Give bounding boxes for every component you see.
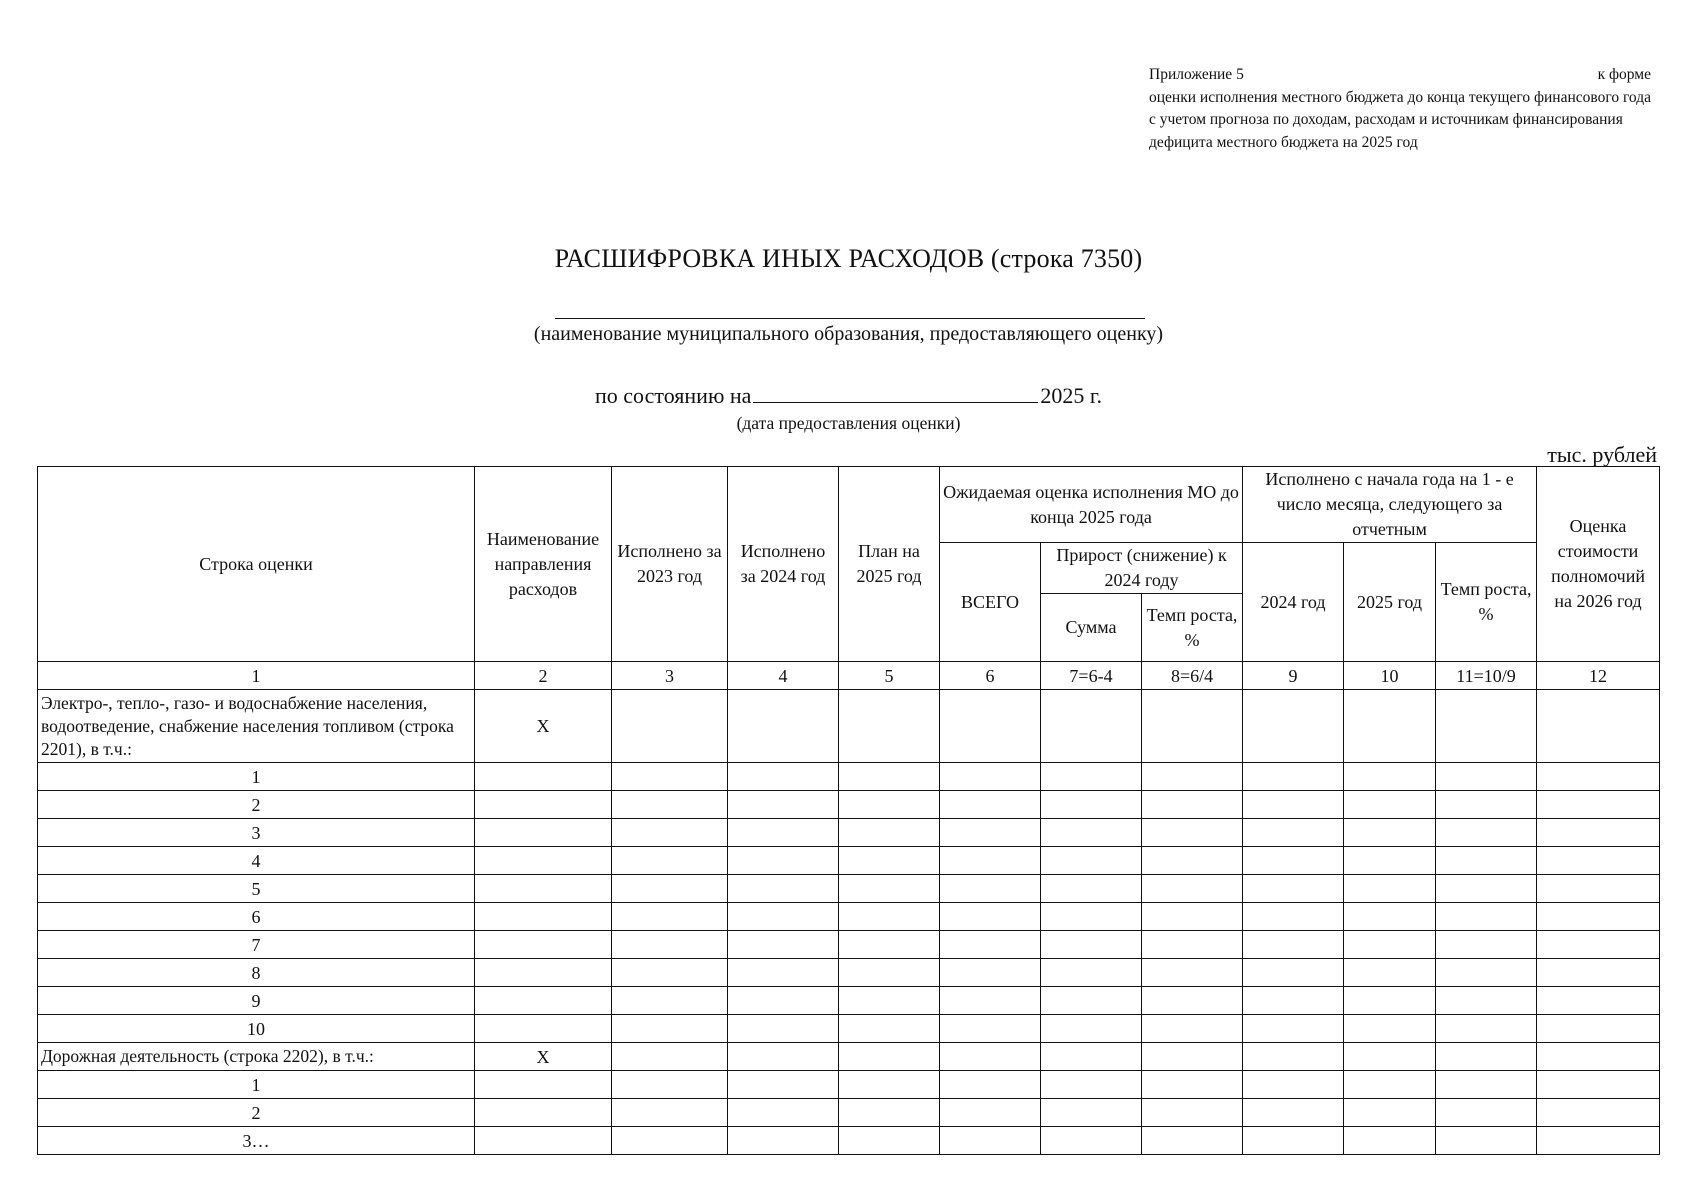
item-number: 10 — [38, 1015, 475, 1043]
value-cell[interactable] — [839, 1043, 940, 1071]
date-line — [0, 382, 1697, 409]
value-cell[interactable] — [728, 987, 839, 1015]
header-growth: Прирост (снижение) к 2024 году — [1041, 543, 1243, 594]
value-cell[interactable] — [1041, 1015, 1142, 1043]
value-cell[interactable] — [1142, 1099, 1243, 1127]
value-cell[interactable] — [612, 791, 728, 819]
value-cell[interactable] — [1344, 959, 1436, 987]
value-cell[interactable] — [1537, 1127, 1660, 1155]
value-cell[interactable] — [839, 1015, 940, 1043]
value-cell[interactable] — [839, 1071, 940, 1099]
value-cell[interactable] — [1243, 959, 1344, 987]
value-cell[interactable] — [612, 931, 728, 959]
table-row — [38, 763, 1660, 791]
value-cell[interactable] — [1436, 1127, 1537, 1155]
item-number: 1 — [38, 763, 475, 791]
value-cell[interactable] — [1537, 987, 1660, 1015]
value-cell[interactable] — [475, 847, 612, 875]
value-cell[interactable] — [475, 959, 612, 987]
value-cell[interactable] — [839, 690, 940, 763]
date-prefix: по состоянию на — [595, 383, 752, 408]
value-cell[interactable] — [1142, 819, 1243, 847]
table-row — [38, 819, 1660, 847]
value-cell[interactable] — [1537, 931, 1660, 959]
value-cell[interactable] — [728, 847, 839, 875]
value-cell[interactable] — [1142, 1043, 1243, 1071]
header-expected: Ожидаемая оценка исполнения МО до конца 2025 года — [940, 467, 1243, 543]
value-cell[interactable] — [940, 931, 1041, 959]
item-number: 6 — [38, 903, 475, 931]
value-cell[interactable] — [1041, 819, 1142, 847]
value-cell[interactable] — [612, 1043, 728, 1071]
header-rate-2: Темп роста, % — [1436, 543, 1537, 662]
value-cell[interactable] — [1436, 763, 1537, 791]
value-cell[interactable] — [1344, 903, 1436, 931]
value-cell[interactable] — [1436, 875, 1537, 903]
col-number: 9 — [1243, 662, 1344, 690]
col-number: 8=6/4 — [1142, 662, 1243, 690]
value-cell[interactable] — [1537, 875, 1660, 903]
value-cell[interactable] — [612, 875, 728, 903]
appendix-text: оценки исполнения местного бюджета до конца текущего финансового года с учетом прогноза по доходам, расходам и источникам финансирования дефицита местного бюджета на 2025 год — [1149, 88, 1651, 151]
section-row — [38, 690, 1660, 763]
value-cell[interactable] — [612, 1127, 728, 1155]
value-cell[interactable] — [940, 903, 1041, 931]
header-year-2025: 2025 год — [1344, 543, 1436, 662]
item-number: 2 — [38, 1099, 475, 1127]
value-cell[interactable] — [1243, 875, 1344, 903]
value-cell[interactable] — [1142, 875, 1243, 903]
value-cell[interactable] — [839, 959, 940, 987]
value-cell[interactable] — [1344, 1071, 1436, 1099]
value-cell[interactable] — [1041, 791, 1142, 819]
appendix-to-form: к форме — [1597, 66, 1651, 83]
value-cell[interactable] — [1041, 1099, 1142, 1127]
value-cell[interactable] — [1436, 1043, 1537, 1071]
value-cell[interactable] — [612, 987, 728, 1015]
value-cell[interactable] — [728, 690, 839, 763]
value-cell[interactable] — [1243, 791, 1344, 819]
value-cell[interactable] — [1243, 903, 1344, 931]
date-caption: (дата предоставления оценки) — [736, 413, 961, 433]
value-cell[interactable] — [475, 903, 612, 931]
value-cell[interactable] — [475, 987, 612, 1015]
item-number: 1 — [38, 1071, 475, 1099]
table-row — [38, 791, 1660, 819]
value-cell[interactable] — [1537, 1043, 1660, 1071]
value-cell[interactable] — [728, 1015, 839, 1043]
value-cell[interactable] — [612, 690, 728, 763]
value-cell[interactable] — [475, 763, 612, 791]
col-number: 2 — [475, 662, 612, 690]
value-cell[interactable] — [612, 763, 728, 791]
col-number: 1 — [38, 662, 475, 690]
value-cell[interactable] — [1537, 819, 1660, 847]
table-row — [38, 1015, 1660, 1043]
value-cell[interactable] — [1142, 987, 1243, 1015]
value-cell[interactable] — [1537, 763, 1660, 791]
value-cell[interactable] — [1436, 931, 1537, 959]
value-cell[interactable] — [1436, 987, 1537, 1015]
value-cell[interactable] — [1537, 1071, 1660, 1099]
value-cell[interactable] — [612, 847, 728, 875]
value-cell[interactable] — [1243, 931, 1344, 959]
value-cell[interactable] — [1344, 1015, 1436, 1043]
header-sum: Сумма — [1041, 594, 1142, 662]
col-number: 11=10/9 — [1436, 662, 1537, 690]
value-cell[interactable] — [612, 1099, 728, 1127]
value-cell[interactable] — [1537, 903, 1660, 931]
value-cell[interactable] — [1436, 903, 1537, 931]
value-cell[interactable] — [475, 1015, 612, 1043]
section-label: Электро-, тепло-, газо- и водоснабжение населения, водоотведение, снабжение населения топливом (строка 2201), в т.ч.: — [38, 690, 475, 763]
value-cell[interactable] — [1243, 763, 1344, 791]
value-cell[interactable] — [1344, 987, 1436, 1015]
value-cell[interactable] — [1243, 819, 1344, 847]
value-cell[interactable] — [1344, 791, 1436, 819]
value-cell[interactable] — [1142, 1071, 1243, 1099]
value-cell[interactable] — [1041, 1127, 1142, 1155]
col-number: 7=6-4 — [1041, 662, 1142, 690]
value-cell[interactable] — [1537, 847, 1660, 875]
value-cell[interactable] — [940, 791, 1041, 819]
item-number: 4 — [38, 847, 475, 875]
value-cell[interactable] — [1041, 847, 1142, 875]
value-cell[interactable] — [839, 875, 940, 903]
value-cell[interactable] — [1041, 959, 1142, 987]
value-cell[interactable] — [1344, 875, 1436, 903]
value-cell[interactable] — [1243, 1127, 1344, 1155]
value-cell[interactable] — [1041, 763, 1142, 791]
value-cell[interactable] — [1537, 1015, 1660, 1043]
item-number: 2 — [38, 791, 475, 819]
value-cell[interactable] — [1142, 847, 1243, 875]
value-cell[interactable] — [940, 763, 1041, 791]
value-cell[interactable] — [839, 763, 940, 791]
section-mark: Х — [475, 690, 612, 763]
item-number: 9 — [38, 987, 475, 1015]
col-number: 12 — [1537, 662, 1660, 690]
value-cell[interactable] — [475, 791, 612, 819]
value-cell[interactable] — [1041, 931, 1142, 959]
table-row — [38, 847, 1660, 875]
value-cell[interactable] — [940, 1015, 1041, 1043]
value-cell[interactable] — [1436, 1015, 1537, 1043]
expenses-table — [37, 466, 1660, 1155]
value-cell[interactable] — [1041, 875, 1142, 903]
item-number: 3… — [38, 1127, 475, 1155]
col-number: 10 — [1344, 662, 1436, 690]
value-cell[interactable] — [940, 819, 1041, 847]
value-cell[interactable] — [940, 847, 1041, 875]
value-cell[interactable] — [1436, 819, 1537, 847]
value-cell[interactable] — [1243, 690, 1344, 763]
date-blank-field — [753, 382, 1038, 403]
value-cell[interactable] — [612, 1071, 728, 1099]
value-cell[interactable] — [1243, 1043, 1344, 1071]
value-cell[interactable] — [1436, 791, 1537, 819]
value-cell[interactable] — [1344, 690, 1436, 763]
section-mark: Х — [475, 1043, 612, 1071]
value-cell[interactable] — [940, 1043, 1041, 1071]
value-cell[interactable] — [728, 875, 839, 903]
value-cell[interactable] — [940, 690, 1041, 763]
mo-name-caption: (наименование муниципального образования, предоставляющего оценку) — [533, 323, 1164, 345]
table-row — [38, 931, 1660, 959]
value-cell[interactable] — [475, 875, 612, 903]
document-title: РАСШИФРОВКА ИНЫХ РАСХОДОВ (строка 7350) — [554, 244, 1143, 273]
value-cell[interactable] — [1344, 847, 1436, 875]
value-cell[interactable] — [1243, 1015, 1344, 1043]
value-cell[interactable] — [1436, 847, 1537, 875]
header-rate: Темп роста, % — [1142, 594, 1243, 662]
value-cell[interactable] — [940, 1127, 1041, 1155]
value-cell[interactable] — [839, 931, 940, 959]
value-cell[interactable] — [475, 1127, 612, 1155]
value-cell[interactable] — [1344, 1127, 1436, 1155]
header-year-2024: 2024 год — [1243, 543, 1344, 662]
item-number: 3 — [38, 819, 475, 847]
item-number: 7 — [38, 931, 475, 959]
value-cell[interactable] — [1142, 1127, 1243, 1155]
value-cell[interactable] — [1436, 1099, 1537, 1127]
header-exec-2023: Исполнено за 2023 год — [612, 467, 728, 662]
value-cell[interactable] — [839, 819, 940, 847]
value-cell[interactable] — [839, 847, 940, 875]
value-cell[interactable] — [1142, 763, 1243, 791]
date-suffix: 2025 г. — [1040, 383, 1102, 408]
value-cell[interactable] — [1344, 1099, 1436, 1127]
column-number-row — [38, 662, 1660, 690]
table-row — [38, 903, 1660, 931]
value-cell[interactable] — [940, 959, 1041, 987]
value-cell[interactable] — [940, 987, 1041, 1015]
value-cell[interactable] — [839, 987, 940, 1015]
value-cell[interactable] — [1142, 903, 1243, 931]
value-cell[interactable] — [728, 1127, 839, 1155]
header-exec-2024: Исполнено за 2024 год — [728, 467, 839, 662]
section-row — [38, 1043, 1660, 1071]
value-cell[interactable] — [728, 1099, 839, 1127]
value-cell[interactable] — [839, 903, 940, 931]
value-cell[interactable] — [940, 1071, 1041, 1099]
value-cell[interactable] — [475, 1071, 612, 1099]
table-row — [38, 959, 1660, 987]
col-number: 6 — [940, 662, 1041, 690]
value-cell[interactable] — [1041, 1071, 1142, 1099]
table-row — [38, 987, 1660, 1015]
value-cell[interactable] — [1142, 791, 1243, 819]
item-number: 5 — [38, 875, 475, 903]
value-cell[interactable] — [1243, 1099, 1344, 1127]
table-row — [38, 1099, 1660, 1127]
value-cell[interactable] — [940, 875, 1041, 903]
value-cell[interactable] — [1041, 690, 1142, 763]
value-cell[interactable] — [839, 1127, 940, 1155]
value-cell[interactable] — [1344, 763, 1436, 791]
appendix-label: Приложение 5 — [1149, 66, 1244, 83]
value-cell[interactable] — [1243, 847, 1344, 875]
header-estimate-2026: Оценка стоимости полномочий на 2026 год — [1537, 467, 1660, 662]
value-cell[interactable] — [1142, 1015, 1243, 1043]
header-row-label: Строка оценки — [38, 467, 475, 662]
value-cell[interactable] — [475, 819, 612, 847]
value-cell[interactable] — [1344, 819, 1436, 847]
value-cell[interactable] — [1436, 690, 1537, 763]
value-cell[interactable] — [475, 1099, 612, 1127]
value-cell[interactable] — [728, 791, 839, 819]
value-cell[interactable] — [728, 763, 839, 791]
value-cell[interactable] — [1041, 903, 1142, 931]
table-row — [38, 1071, 1660, 1099]
value-cell[interactable] — [1537, 690, 1660, 763]
value-cell[interactable] — [728, 819, 839, 847]
value-cell[interactable] — [612, 959, 728, 987]
item-number: 8 — [38, 959, 475, 987]
value-cell[interactable] — [475, 931, 612, 959]
value-cell[interactable] — [1142, 959, 1243, 987]
value-cell[interactable] — [728, 1043, 839, 1071]
value-cell[interactable] — [1537, 1099, 1660, 1127]
value-cell[interactable] — [839, 791, 940, 819]
value-cell[interactable] — [1041, 987, 1142, 1015]
value-cell[interactable] — [728, 959, 839, 987]
value-cell[interactable] — [728, 931, 839, 959]
appendix-note — [1149, 64, 1651, 154]
value-cell[interactable] — [1436, 959, 1537, 987]
header-direction: Наименование направления расходов — [475, 467, 612, 662]
mo-name-line — [555, 318, 1145, 319]
col-number: 5 — [839, 662, 940, 690]
value-cell[interactable] — [1041, 1043, 1142, 1071]
header-plan-2025: План на 2025 год — [839, 467, 940, 662]
section-label: Дорожная деятельность (строка 2202), в т.ч.: — [38, 1043, 475, 1071]
header-total: ВСЕГО — [940, 543, 1041, 662]
table-row — [38, 875, 1660, 903]
col-number: 4 — [728, 662, 839, 690]
value-cell[interactable] — [1436, 1071, 1537, 1099]
col-number: 3 — [612, 662, 728, 690]
value-cell[interactable] — [1344, 1043, 1436, 1071]
value-cell[interactable] — [1243, 1071, 1344, 1099]
value-cell[interactable] — [1243, 987, 1344, 1015]
table-row — [38, 1127, 1660, 1155]
value-cell[interactable] — [1537, 791, 1660, 819]
value-cell[interactable] — [612, 903, 728, 931]
value-cell[interactable] — [728, 903, 839, 931]
value-cell[interactable] — [839, 1099, 940, 1127]
value-cell[interactable] — [728, 1071, 839, 1099]
unit-label: тыс. рублей — [1547, 442, 1657, 467]
value-cell[interactable] — [1142, 931, 1243, 959]
value-cell[interactable] — [1142, 690, 1243, 763]
value-cell[interactable] — [1344, 931, 1436, 959]
value-cell[interactable] — [1537, 959, 1660, 987]
value-cell[interactable] — [612, 1015, 728, 1043]
value-cell[interactable] — [612, 819, 728, 847]
value-cell[interactable] — [940, 1099, 1041, 1127]
header-executed-since: Исполнено с начала года на 1 - е число месяца, следующего за отчетным — [1243, 467, 1537, 543]
